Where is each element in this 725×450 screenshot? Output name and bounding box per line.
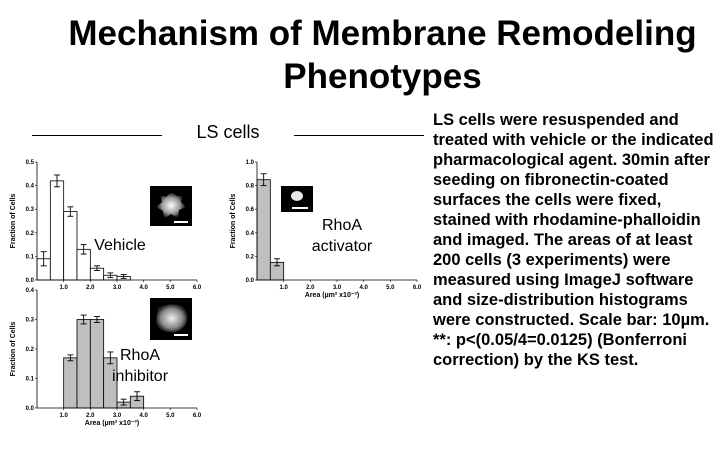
y-tick-label: 0.0 xyxy=(25,406,34,412)
y-axis-label: Fraction of Cells xyxy=(10,193,17,249)
histogram-bar xyxy=(64,358,77,408)
y-tick-label: 0.2 xyxy=(25,347,34,353)
vehicle-cell-image xyxy=(150,186,192,226)
scale-bar xyxy=(174,221,188,223)
x-tick-label: 1.0 xyxy=(59,285,68,291)
x-tick-label: 6.0 xyxy=(192,285,202,291)
vehicle-cell-shape xyxy=(150,186,192,226)
y-tick-label: 0.4 xyxy=(25,288,34,294)
description-text: LS cells were resuspended and treated with vehicle or the indicated pharmacological agent. 30min after seeding on fibronectin-coated surfaces the cells were fixed, stained with rhodamine-phalloidin and imaged. The areas of at least 200 cells (3 experiments) were measured using ImageJ software and size-distribution histograms were constructed. Scale bar: 10µm. **: p<(0.05/4=0.0125) (Bonferroni correction) by the KS test. xyxy=(433,111,714,369)
x-axis-label: Area (µm² x10⁻³) xyxy=(304,292,360,299)
section-rule-right xyxy=(294,135,424,136)
y-tick-label: 0.4 xyxy=(25,183,34,190)
y-axis-label: Fraction of Cells xyxy=(230,193,237,249)
x-tick-label: 5.0 xyxy=(166,285,175,291)
chart-annotation: RhoA activator xyxy=(311,217,373,255)
x-tick-label: 2.0 xyxy=(306,285,315,291)
x-tick-label: 6.0 xyxy=(412,285,422,291)
x-tick-label: 4.0 xyxy=(139,413,148,419)
x-tick-label: 4.0 xyxy=(139,285,148,291)
section-label: LS cells xyxy=(196,122,260,142)
y-tick-label: 0.0 xyxy=(245,278,254,284)
y-tick-label: 0.4 xyxy=(245,230,254,237)
y-tick-label: 0.2 xyxy=(25,230,34,237)
x-tick-label: 4.0 xyxy=(359,285,368,291)
y-tick-label: 0.1 xyxy=(25,254,34,261)
section-header xyxy=(32,122,424,142)
x-tick-label: 1.0 xyxy=(279,285,288,291)
y-tick-label: 0.5 xyxy=(25,160,34,166)
page-title xyxy=(40,12,725,98)
y-tick-label: 0.0 xyxy=(25,278,34,284)
x-tick-label: 2.0 xyxy=(86,413,95,419)
histogram-bar xyxy=(90,320,103,409)
histogram-rhoa-activator xyxy=(220,150,425,300)
inhibitor-cell-image xyxy=(150,298,192,340)
y-tick-label: 0.8 xyxy=(245,183,254,190)
histogram-bar xyxy=(257,180,270,280)
title-line-1: Mechanism of Membrane Remodeling xyxy=(68,14,697,53)
y-tick-label: 0.2 xyxy=(245,254,254,261)
x-tick-label: 2.0 xyxy=(86,285,95,291)
x-tick-label: 3.0 xyxy=(112,413,122,419)
scale-bar xyxy=(292,207,308,209)
histogram-bar xyxy=(50,181,63,280)
histogram-bar xyxy=(77,320,90,409)
histogram-bar xyxy=(64,212,77,280)
y-tick-label: 0.3 xyxy=(25,317,34,324)
activator-cell-image xyxy=(281,186,313,212)
x-tick-label: 6.0 xyxy=(192,413,202,419)
x-tick-label: 1.0 xyxy=(59,413,68,419)
x-tick-label: 5.0 xyxy=(166,413,175,419)
y-tick-label: 0.1 xyxy=(25,376,34,383)
y-tick-label: 0.6 xyxy=(245,207,254,214)
scale-bar xyxy=(174,334,188,336)
chart-annotation: Vehicle xyxy=(94,237,146,254)
chart-annotation: RhoA inhibitor xyxy=(111,347,169,385)
title-line-2: Phenotypes xyxy=(283,57,482,96)
y-axis-label: Fraction of Cells xyxy=(10,321,17,377)
y-tick-label: 0.3 xyxy=(25,207,34,214)
x-tick-label: 5.0 xyxy=(386,285,395,291)
x-tick-label: 3.0 xyxy=(112,285,122,291)
y-tick-label: 1.0 xyxy=(245,160,254,166)
x-axis-label: Area (µm² x10⁻³) xyxy=(84,420,140,427)
x-tick-label: 3.0 xyxy=(332,285,342,291)
